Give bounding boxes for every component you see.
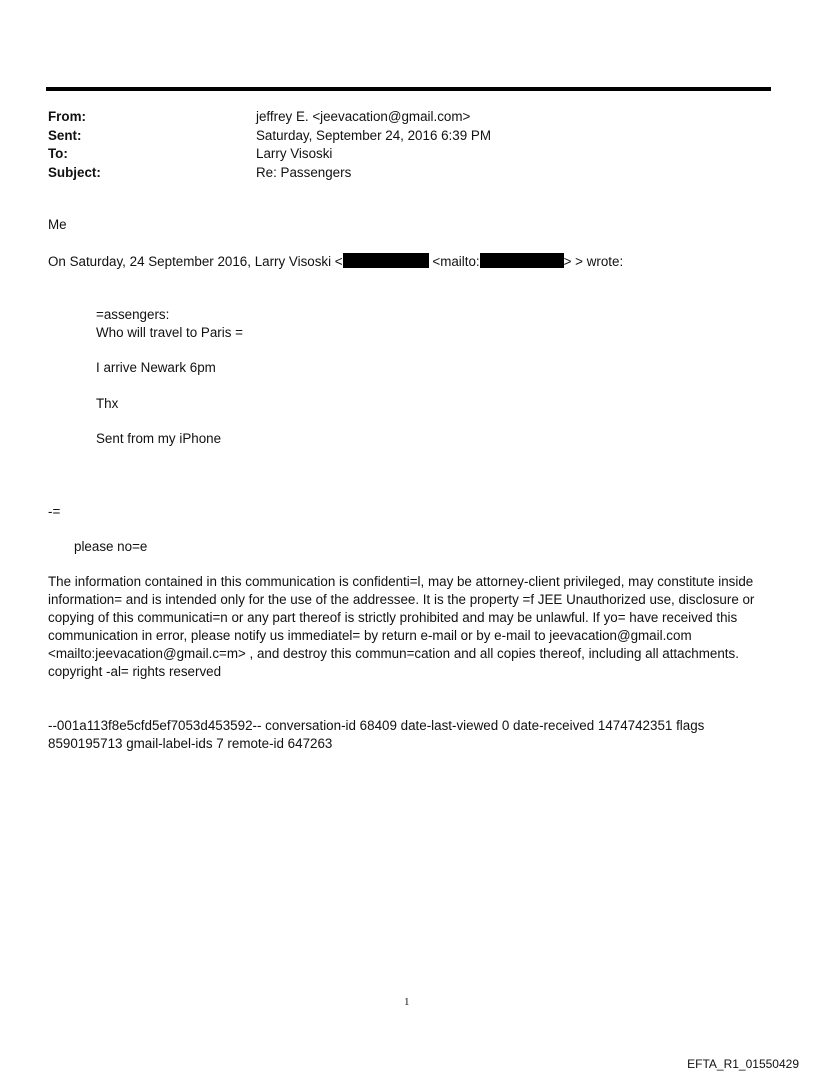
quoted-line-5: Sent from my iPhone	[96, 431, 222, 446]
email-header	[48, 108, 491, 182]
sent-label: Sent:	[48, 127, 82, 143]
quoted-line-1: =assengers:	[96, 307, 170, 322]
from-row	[48, 108, 491, 127]
quoted-line-4: Thx	[96, 396, 119, 411]
metadata-line-2: 8590195713 gmail-label-ids 7 remote-id 647263	[48, 736, 333, 751]
mailto-text: <mailto:	[432, 254, 480, 269]
redaction-box	[480, 253, 564, 268]
to-row	[48, 145, 491, 164]
separator-text: -=	[48, 504, 61, 519]
subject-label: Subject:	[48, 164, 101, 180]
wrote-text: > > wrote:	[563, 254, 624, 269]
quoted-line-2: Who will travel to Paris =	[96, 325, 243, 340]
quote-intro-text: On Saturday, 24 September 2016, Larry Visoski <	[48, 254, 343, 269]
page-number: 1	[404, 996, 410, 1008]
from-label: From:	[48, 109, 86, 124]
sent-row	[48, 127, 491, 146]
header-rule	[46, 87, 771, 91]
from-value: jeffrey E. <jeevacation@gmail.com>	[256, 109, 471, 124]
reply-text: Me	[48, 217, 67, 232]
disclaimer-paragraph: The information contained in this communication is confidenti=l, may be attorney-client privileged, may constitute inside information= and is intended only for the use of the addressee. It is the property =f JEE Unauthorized use, disclosure or copying of this communicati=n or any part thereof is strictly prohibited and may be unlawful. If yo= have received this communication in error, please notify us immediatel= by return e-mail or by e-mail to jeevacation@gmail.com <mailto:jeevacation@gmail.c=m> , and destroy this commun=cation and all copies thereof, including all attachments. copyright -al= rights reserved	[48, 574, 755, 679]
document-id: EFTA_R1_01550429	[687, 1057, 799, 1071]
redaction-box	[343, 253, 429, 268]
subject-value: Re: Passengers	[256, 164, 352, 180]
metadata-line-1: --001a113f8e5cfd5ef7053d453592-- conversation-id 68409 date-last-viewed 0 date-received 1474742351 flags	[48, 718, 705, 733]
quoted-line-3: I arrive Newark 6pm	[96, 360, 216, 375]
please-note-text: please no=e	[74, 539, 148, 554]
sent-value: Saturday, September 24, 2016 6:39 PM	[256, 127, 491, 143]
subject-row	[48, 164, 491, 183]
to-value: Larry Visoski	[256, 146, 333, 161]
to-label: To:	[48, 146, 68, 161]
quote-intro	[48, 253, 623, 271]
